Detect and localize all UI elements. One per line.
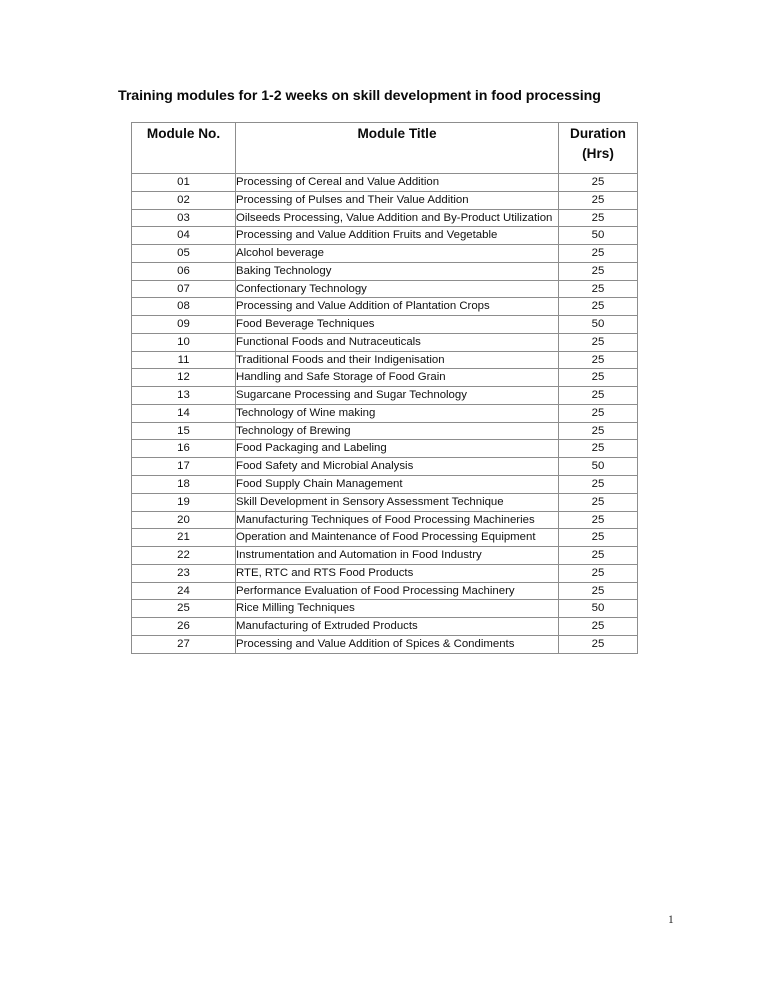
column-header-module-no	[132, 123, 236, 174]
cell-module-no: 21	[132, 529, 236, 547]
table-row	[132, 333, 638, 351]
cell-module-title: Processing and Value Addition Fruits and Vegetable	[236, 227, 559, 245]
cell-duration: 25	[559, 635, 638, 653]
table-header	[132, 123, 638, 174]
cell-module-title: Traditional Foods and their Indigenisation	[236, 351, 559, 369]
cell-module-no: 25	[132, 600, 236, 618]
cell-module-no: 22	[132, 547, 236, 565]
cell-duration: 25	[559, 440, 638, 458]
cell-duration: 25	[559, 298, 638, 316]
table-row	[132, 422, 638, 440]
cell-module-no: 26	[132, 618, 236, 636]
column-header-module-title	[236, 123, 559, 174]
table-row	[132, 298, 638, 316]
page-title: Training modules for 1-2 weeks on skill development in food processing	[118, 88, 601, 104]
cell-module-title: Processing and Value Addition of Spices & Condiments	[236, 635, 559, 653]
cell-duration: 25	[559, 174, 638, 192]
table-row	[132, 564, 638, 582]
column-header-module-title-label: Module Title	[357, 126, 437, 141]
cell-module-no: 10	[132, 333, 236, 351]
cell-duration: 25	[559, 262, 638, 280]
cell-duration: 25	[559, 387, 638, 405]
cell-duration: 25	[559, 245, 638, 263]
cell-module-title: Food Supply Chain Management	[236, 476, 559, 494]
cell-duration: 25	[559, 547, 638, 565]
column-header-module-no-label: Module No.	[146, 126, 221, 141]
cell-module-no: 13	[132, 387, 236, 405]
table-row	[132, 476, 638, 494]
cell-module-title: Processing of Pulses and Their Value Addition	[236, 191, 559, 209]
table-row	[132, 191, 638, 209]
table-row	[132, 582, 638, 600]
cell-module-title: Handling and Safe Storage of Food Grain	[236, 369, 559, 387]
cell-module-no: 05	[132, 245, 236, 263]
cell-duration: 25	[559, 529, 638, 547]
cell-duration: 25	[559, 511, 638, 529]
cell-module-title: RTE, RTC and RTS Food Products	[236, 564, 559, 582]
table-row	[132, 174, 638, 192]
table-row	[132, 547, 638, 565]
table-row	[132, 440, 638, 458]
cell-duration: 50	[559, 227, 638, 245]
cell-module-title: Rice Milling Techniques	[236, 600, 559, 618]
cell-module-title: Technology of Brewing	[236, 422, 559, 440]
cell-module-title: Confectionary Technology	[236, 280, 559, 298]
column-header-duration-label-line2: (Hrs)	[582, 146, 614, 162]
cell-module-title: Food Beverage Techniques	[236, 316, 559, 334]
table-row	[132, 635, 638, 653]
cell-duration: 25	[559, 582, 638, 600]
cell-duration: 25	[559, 369, 638, 387]
table-row	[132, 529, 638, 547]
cell-module-no: 20	[132, 511, 236, 529]
cell-duration: 25	[559, 476, 638, 494]
column-header-duration	[559, 123, 638, 174]
cell-duration: 25	[559, 422, 638, 440]
cell-duration: 25	[559, 333, 638, 351]
cell-module-no: 16	[132, 440, 236, 458]
cell-duration: 25	[559, 618, 638, 636]
cell-module-no: 09	[132, 316, 236, 334]
page-number: 1	[668, 914, 674, 926]
cell-module-no: 17	[132, 458, 236, 476]
cell-module-no: 24	[132, 582, 236, 600]
cell-duration: 25	[559, 209, 638, 227]
cell-module-title: Manufacturing of Extruded Products	[236, 618, 559, 636]
table-row	[132, 458, 638, 476]
cell-duration: 50	[559, 600, 638, 618]
cell-duration: 25	[559, 493, 638, 511]
table-row	[132, 316, 638, 334]
cell-module-title: Manufacturing Techniques of Food Processing Machineries	[236, 511, 559, 529]
modules-table-container	[131, 122, 637, 654]
table-row	[132, 227, 638, 245]
table-row	[132, 209, 638, 227]
table-row	[132, 618, 638, 636]
cell-duration: 25	[559, 280, 638, 298]
column-header-duration-label-line1: Duration	[570, 126, 626, 141]
cell-duration: 50	[559, 316, 638, 334]
cell-module-no: 15	[132, 422, 236, 440]
cell-module-title: Food Packaging and Labeling	[236, 440, 559, 458]
cell-module-title: Oilseeds Processing, Value Addition and By-Product Utilization	[236, 209, 559, 227]
cell-module-no: 12	[132, 369, 236, 387]
cell-module-title: Food Safety and Microbial Analysis	[236, 458, 559, 476]
cell-module-no: 14	[132, 404, 236, 422]
table-row	[132, 493, 638, 511]
cell-module-title: Processing of Cereal and Value Addition	[236, 174, 559, 192]
table-header-row	[132, 123, 638, 174]
cell-module-title: Technology of Wine making	[236, 404, 559, 422]
cell-module-no: 04	[132, 227, 236, 245]
cell-module-no: 08	[132, 298, 236, 316]
cell-module-title: Performance Evaluation of Food Processing Machinery	[236, 582, 559, 600]
table-row	[132, 387, 638, 405]
cell-module-no: 06	[132, 262, 236, 280]
table-row	[132, 262, 638, 280]
cell-module-no: 02	[132, 191, 236, 209]
table-row	[132, 369, 638, 387]
cell-module-title: Baking Technology	[236, 262, 559, 280]
cell-duration: 50	[559, 458, 638, 476]
table-row	[132, 404, 638, 422]
cell-module-no: 23	[132, 564, 236, 582]
training-modules-table	[131, 122, 638, 654]
cell-module-no: 11	[132, 351, 236, 369]
table-row	[132, 600, 638, 618]
cell-duration: 25	[559, 351, 638, 369]
cell-duration: 25	[559, 191, 638, 209]
cell-module-no: 18	[132, 476, 236, 494]
cell-module-title: Instrumentation and Automation in Food Industry	[236, 547, 559, 565]
cell-module-no: 27	[132, 635, 236, 653]
cell-module-title: Functional Foods and Nutraceuticals	[236, 333, 559, 351]
table-row	[132, 245, 638, 263]
cell-module-title: Sugarcane Processing and Sugar Technology	[236, 387, 559, 405]
cell-module-no: 01	[132, 174, 236, 192]
table-row	[132, 511, 638, 529]
table-body	[132, 174, 638, 654]
cell-module-no: 03	[132, 209, 236, 227]
cell-module-title: Processing and Value Addition of Plantation Crops	[236, 298, 559, 316]
cell-module-title: Skill Development in Sensory Assessment Technique	[236, 493, 559, 511]
cell-module-no: 07	[132, 280, 236, 298]
cell-duration: 25	[559, 404, 638, 422]
cell-duration: 25	[559, 564, 638, 582]
cell-module-no: 19	[132, 493, 236, 511]
table-row	[132, 351, 638, 369]
cell-module-title: Operation and Maintenance of Food Processing Equipment	[236, 529, 559, 547]
cell-module-title: Alcohol beverage	[236, 245, 559, 263]
table-row	[132, 280, 638, 298]
